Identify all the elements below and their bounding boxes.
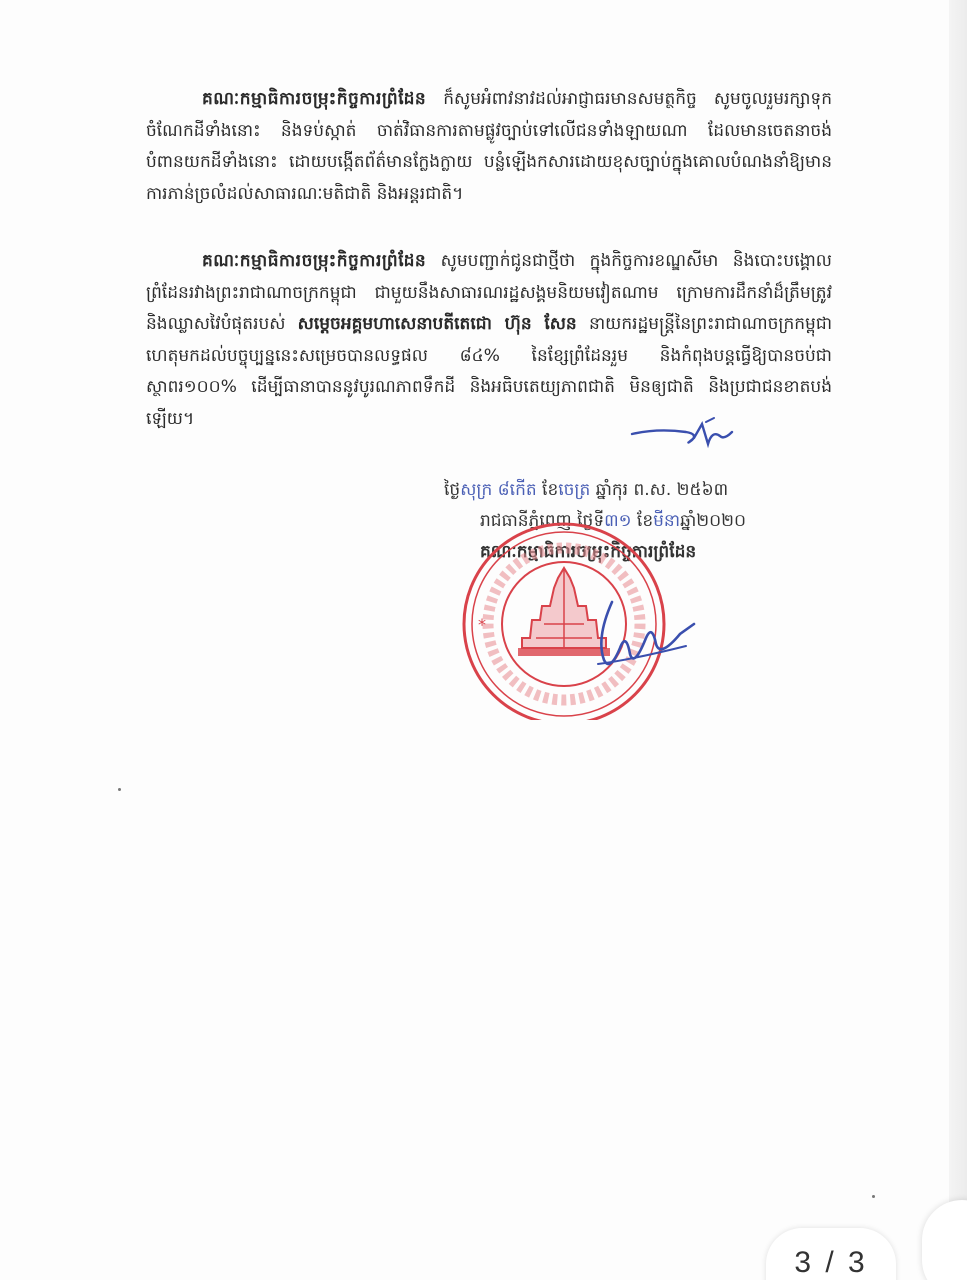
committee-name: គណៈកម្មាធិការចម្រុះកិច្ចការព្រំដែន (202, 251, 427, 271)
lunar-date-prefix: ថ្ងៃ (444, 480, 461, 500)
lunar-day-handwritten: សុក្រ ៨កើត (460, 480, 537, 500)
page-indicator (766, 1228, 896, 1280)
paragraph-affirmation-body-2: នាយករដ្ឋមន្ត្រីនៃព្រះរាជាណាចក្រកម្ពុជា ហេតុមកដល់បច្ចុប្បន្ននេះសម្រេចបានលទ្ធផល ៨៤% នៃខ្សែព្រំដែនរួម និងកំពុងបន្តធ្វើឱ្យបានចប់ជាស្ថាពរ១០០% ដើម្បីធានាបាននូវបូរណភាពទឹកដី និងអធិបតេយ្យភាពជាតិ មិនឲ្យជាតិ និងប្រជាជនខាតបង់ឡើយ។ (146, 314, 832, 429)
handwritten-initials (628, 410, 738, 456)
paragraph-affirmation-body-1: សូមបញ្ជាក់ជូនជាថ្មីថា ក្នុងកិច្ចការខណ្ឌសីមា និងបោះបង្គោលព្រំដែនរវាងព្រះរាជាណាចក្រកម្ពុជា ជាមួយនឹងសាធារណរដ្ឋសង្គមនិយមវៀតណាម ក្រោមការដឹកនាំដ៏ត្រឹមត្រូវ និងឈ្លាសវៃបំផុតរបស់ (146, 251, 832, 334)
leader-name: សម្តេចអគ្គមហាសេនាបតីតេជោ ហ៊ុន សែន (297, 314, 577, 334)
committee-name: គណៈកម្មាធិការចម្រុះកិច្ចការព្រំដែន (202, 89, 427, 109)
scan-speck (118, 788, 121, 791)
solar-month-handwritten: មីនា (653, 511, 681, 531)
page-edge-shadow (949, 0, 967, 1280)
solar-month-label: ខែ (631, 511, 654, 531)
signatory-title: គណៈកម្មាធិការចម្រុះកិច្ចការព្រំដែន (480, 542, 697, 562)
lunar-month-label: ខែ (536, 480, 559, 500)
paragraph-appeal-body: ក៏សូមអំពាវនាវដល់អាជ្ញាធរមានសមត្ថកិច្ច សូមចូលរួមរក្សាទុកចំណែកដីទាំងនោះ និងទប់ស្កាត់ ចាត់វិធានការតាមផ្លូវច្បាប់ទៅលើជនទាំងឡាយណា ដែលមានចេតនាចង់បំពានយកដីទាំងនោះ ដោយបង្កើតព័ត៌មានក្លែងក្លាយ បន្លំឡើងកសារដោយខុសច្បាប់ក្នុងគោលបំណងនាំឱ្យមានការភាន់ច្រលំដល់សាធារណៈមតិជាតិ និងអន្តរជាតិ។ (146, 89, 832, 204)
solar-date-prefix: រាជធានីភ្នំពេញ ថ្ងៃទី (480, 511, 605, 531)
paragraph-affirmation (146, 246, 832, 435)
solar-day-handwritten: ៣១ (604, 511, 632, 531)
svg-text:*: * (478, 615, 486, 634)
lunar-year: ឆ្នាំកុរ ព.ស. ២៥៦៣ (590, 480, 729, 500)
lunar-month-handwritten: ចេត្រ (558, 480, 591, 500)
paragraph-appeal (146, 84, 832, 210)
lunar-date (444, 475, 844, 506)
viewer-action-button[interactable] (922, 1200, 967, 1280)
scan-speck (872, 1195, 875, 1198)
page-indicator-text: 3 / 3 (794, 1246, 868, 1279)
handwritten-signature (590, 598, 700, 678)
solar-year: ឆ្នាំ២០២០ (680, 511, 747, 531)
